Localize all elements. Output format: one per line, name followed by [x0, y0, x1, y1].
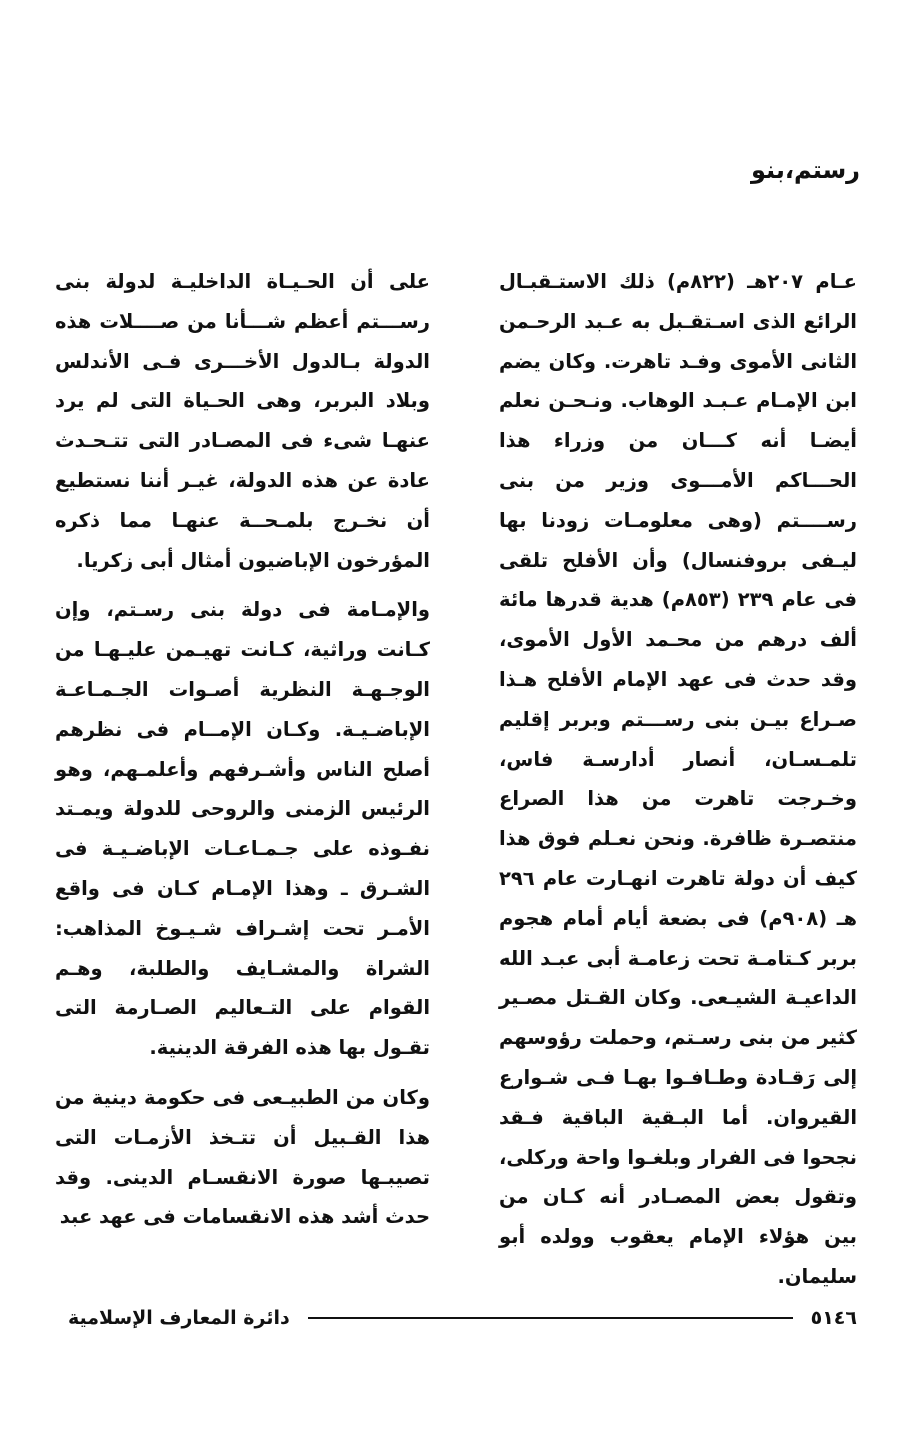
- text-column-left: [55, 262, 430, 1237]
- paragraph: عـام ٢٠٧هـ (٨٢٢م) ذلك الاستـقبـال الرائع الذى اسـتقـبل به عـبد الرحـمن الثانى الأموى وفـد تاهرت. وكان يضم ابن الإمـام عـبـد الوهاب. ونـحـن نعلم أيضـا أنه كـــان من وزراء هذا الحـــاكم الأمـــوى وزير من بنى رســــتم (وهى معلومـات زودنا بها ليـفى بروفنسال) وأن الأفلح تلقى فى عام ٢٣٩ (٨٥٣م) هدية قدرها مائة ألف درهم من محـمد الأول الأموى، وقد حدث فى عهد الإمام الأفلح هـذا صـراع بيـن بنى رســـتم وبربر إقليم تلمـسـان، أنصار أدارسـة فاس، وخـرجت تاهرت من هذا الصراع منتصـرة ظافرة. ونحن نعـلم فوق هذا كيف أن دولة تاهرت انهـارت عام ٢٩٦ هـ (٩٠٨م) فى بضعة أيام أمام هجوم بربر كـتامـة تحت زعامـة أبى عبـد الله الداعيـة الشيـعى. وكان القـتل مصـير كثير من بنى رسـتم، وحملت رؤوسهم إلى رَقـادة وطـافـوا بهـا فـى شـوارع القيروان. أما البـقية الباقية فـقد نجحوا فى الفرار وبلغـوا واحة وركلى، وتقول بعض المصـادر أنه كـان من بين هؤلاء الإمام يعقوب وولده أبو سليمان.: [499, 270, 858, 1288]
- text-column-right: [499, 262, 857, 1297]
- running-header: رستم،بنو: [750, 156, 860, 184]
- paragraph: وكان من الطبيـعى فى حكومة دينية من هذا القـبيل أن تتـخذ الأزمـات التى تصيبـها صورة الانقسـام الدينى. وقد حدث أشد هذه الانقسامات فى عهد عبد: [55, 1085, 430, 1229]
- footer-rule: [308, 1317, 793, 1319]
- publication-title: دائرة المعارف الإسلامية: [68, 1307, 290, 1329]
- page-footer: [68, 1298, 857, 1338]
- page-number: ٥١٤٦: [810, 1307, 857, 1329]
- paragraph: والإمـامة فى دولة بنى رسـتم، وإن كـانت وراثية، كـانت تهيـمن عليـهـا من الوجـهـة النظرية أصـوات الجـمـاعـة الإباضـيـة. وكـان الإمــام فى نظرهم أصلح الناس وأشـرفهم وأعلمـهم، وهو الرئيس الزمنى والروحى للدولة ويمـتد نفـوذه على جـمـاعـات الإباضـيـة فى الشـرق ـ وهذا الإمـام كـان فى واقع الأمـر تحت إشـراف شـيـوخ المذاهب: الشراة والمشـايف والطلبة، وهـم القوام على التـعاليم الصـارمة التى تقـول بها هذه الفرقة الدينية.: [55, 598, 430, 1060]
- paragraph: على أن الحـيـاة الداخليـة لدولة بنى رســـتم أعظم شـــأنا من صــــلات هذه الدولة بـالدول الأخـــرى فـى الأندلس وبلاد البربر، وهى الحـياة التى لم يرد عنهـا شىء فى المصـادر التى تتـحـدث عادة عن هذه الدولة، غيـر أننا نستطيع أن نخـرج بلمـحــة عنهـا مما ذكره المؤرخون الإباضيون أمثال أبى زكريا.: [55, 270, 430, 572]
